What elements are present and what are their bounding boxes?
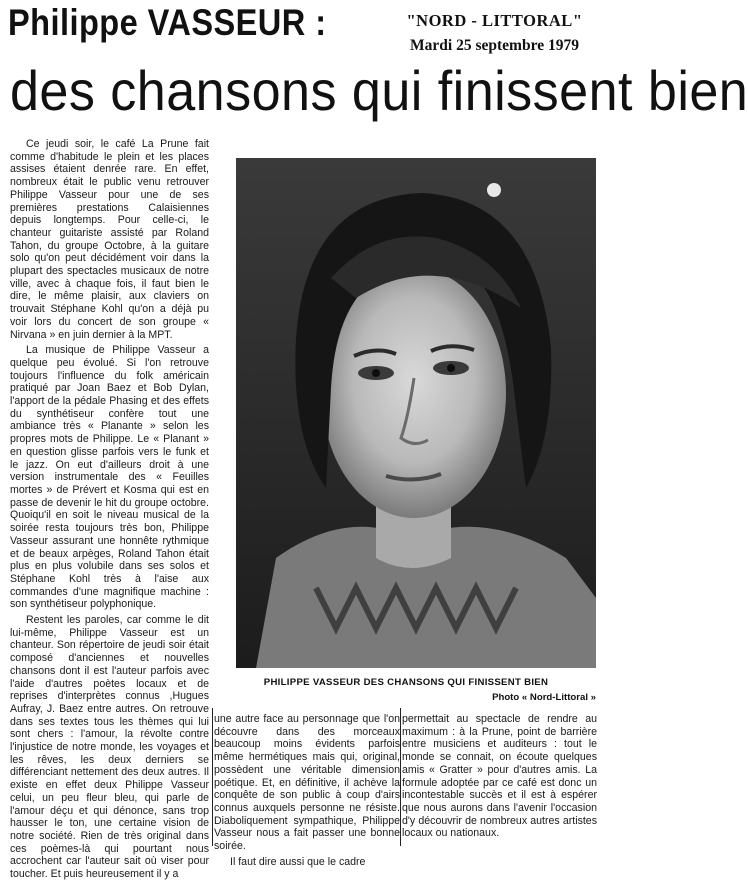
photo-caption xyxy=(216,677,596,703)
column-divider xyxy=(212,708,213,846)
masthead xyxy=(392,8,597,58)
article-paragraph: Il faut dire aussi que le cadre xyxy=(230,855,366,868)
article-column-middle xyxy=(214,713,400,868)
caption-text: PHILIPPE VASSEUR DES CHANSONS QUI FINISSENT BIEN xyxy=(263,677,549,688)
photo-credit: Photo « Nord-Littoral » xyxy=(492,692,596,703)
column-divider xyxy=(400,708,401,846)
article-paragraph: Restent les paroles, car comme le dit lui-même, Philippe Vasseur est un chanteur. Son répertoire de jeudi soir était composé d'anciennes et nouvelles chansons dont il est l'auteur parfois avec l'aide d'autres poètes locaux et de reprises d'interprètes connus ,Hugues Aufray, J. Baez entre autres. On retrouve dans ses textes tous les thèmes qui lui sont chers : l'amour, la révolte contre l'injustice de notre monde, les voyages et les rêves, les deux derniers se différenciant nettement des deux autres. Il existe en effet deux Philippe Vasseur celui, un peu fleur bleu, qui parle de l'amour déçu et qui dénonce, sans trop hausser le ton, une certaine vision de notre société. Rien de très original dans ces poèmes-là qui pourtant nous accrochent car l'auteur sait où viser pour toucher. Et puis heureusement il y a xyxy=(10,614,209,881)
portrait-photo xyxy=(236,158,596,668)
headline-name: Philippe VASSEUR : xyxy=(8,2,327,43)
article-paragraph: permettait au spectacle de rendre au maximum : à la Prune, point de barrière entre musiciens et auditeurs : tout le monde se connait, on écoute quelques amis « Gratter » pour d'autres amis. La formule adoptée par ce café est donc un incontestable succès et il est à espérer que nous aurons dans l'avenir l'occasion d'y découvrir de nombreux autres artistes locaux ou nationaux. xyxy=(402,713,597,840)
article-paragraph: une autre face au personnage que l'on découvre dans des morceaux beaucoup moins évidents parfois même hermétiques mais qui, original, possèdent une véritable dimension poétique. Et, en définitive, il achève la conquête de son public à coup d'airs connus auxquels personne ne résiste. Diaboliquement sympathique, Philippe Vasseur nous a fait passer une bonne soirée. xyxy=(214,713,400,853)
portrait-image xyxy=(236,158,596,668)
publication-date: Mardi 25 septembre 1979 xyxy=(410,37,579,54)
article-paragraph: La musique de Philippe Vasseur a quelque peu évolué. Si l'on retrouve toujours l'influence du folk américain pratiqué par Joan Baez et Bob Dylan, l'apport de la pédale Phasing et des effets du synthétiseur confère tout une ambiance très « Planante » selon les propres mots de Philippe. Le « Planant » en question glisse parfois vers le funk et le jazz. On eut d'ailleurs droit à une version instrumentale des « Feuilles mortes » de Prévert et Kosma qui est en passe de devenir le hit du groupe octobre. Quoiqu'il en soit le niveau musical de la soirée resta toujours très bon, Philippe Vasseur assurant une honnête rythmique et de beaux arpèges, Roland Tahon était plus en plus volubile dans ses solos et Stéphane Kohl très à l'aise aux commandes d'une magnifique machine : son synthétiseur polyphonique. xyxy=(10,344,209,611)
newspaper-name: "NORD - LITTORAL" xyxy=(406,11,583,30)
article-paragraph: Ce jeudi soir, le café La Prune fait comme d'habitude le plein et les places assises étaient denrée rare. En effet, nombreux était le public venu retrouver Philippe Vasseur pour une de ses premières prestations Calaisiennes depuis longtemps. Pour celle-ci, le chanteur guitariste assisté par Roland Tahon, du groupe Octobre, à la guitare solo qu'on peut décidément voir dans la plupart des spectacles musicaux de notre ville, avec à chaque fois, il faut bien le dire, le même plaisir, aux claviers on trouvait Stéphane Kohl qu'on a déjà pu voir lors du concert de son groupe « Nirvana » en juin dernier à la MPT. xyxy=(10,138,209,341)
article-column-right xyxy=(402,713,597,846)
article-column-left xyxy=(10,138,209,881)
headline-title: des chansons qui finissent bien xyxy=(10,59,748,122)
